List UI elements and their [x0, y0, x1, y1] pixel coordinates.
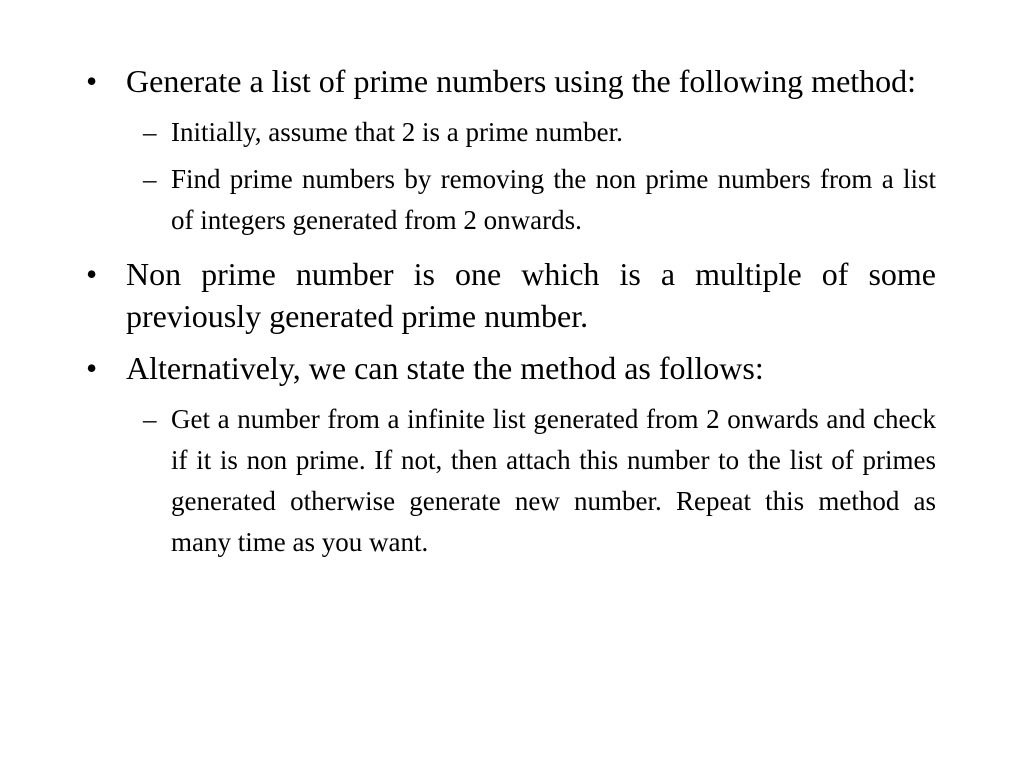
sub-bullet-item — [143, 159, 936, 241]
sub-bullet-marker: – — [143, 117, 157, 147]
bullet-marker: • — [86, 63, 98, 99]
sub-bullet-item — [143, 112, 936, 153]
bullet-text: Non prime number is one which is a multiple of some previously generated prime number. — [126, 256, 936, 334]
sub-bullet-text: Get a number from a infinite list generated from 2 onwards and check if it is non prime. If not, then attach this number to the list of primes generated otherwise generate new number. Repeat this method as many time as you want. — [171, 404, 936, 557]
bullet-item — [86, 253, 936, 337]
bullet-text: Generate a list of prime numbers using the following method: — [126, 63, 917, 99]
sub-bullet-text: Initially, assume that 2 is a prime number. — [171, 117, 623, 147]
bullet-marker: • — [86, 350, 98, 386]
sub-bullet-item — [143, 399, 936, 563]
sub-bullet-marker: – — [143, 404, 157, 434]
bullet-item — [86, 347, 936, 389]
sub-bullet-marker: – — [143, 164, 157, 194]
bullet-marker: • — [86, 256, 98, 292]
bullet-text: Alternatively, we can state the method as follows: — [126, 350, 764, 386]
bullet-item — [86, 60, 936, 102]
sub-bullet-text: Find prime numbers by removing the non prime numbers from a list of integers generated from 2 onwards. — [171, 164, 936, 235]
